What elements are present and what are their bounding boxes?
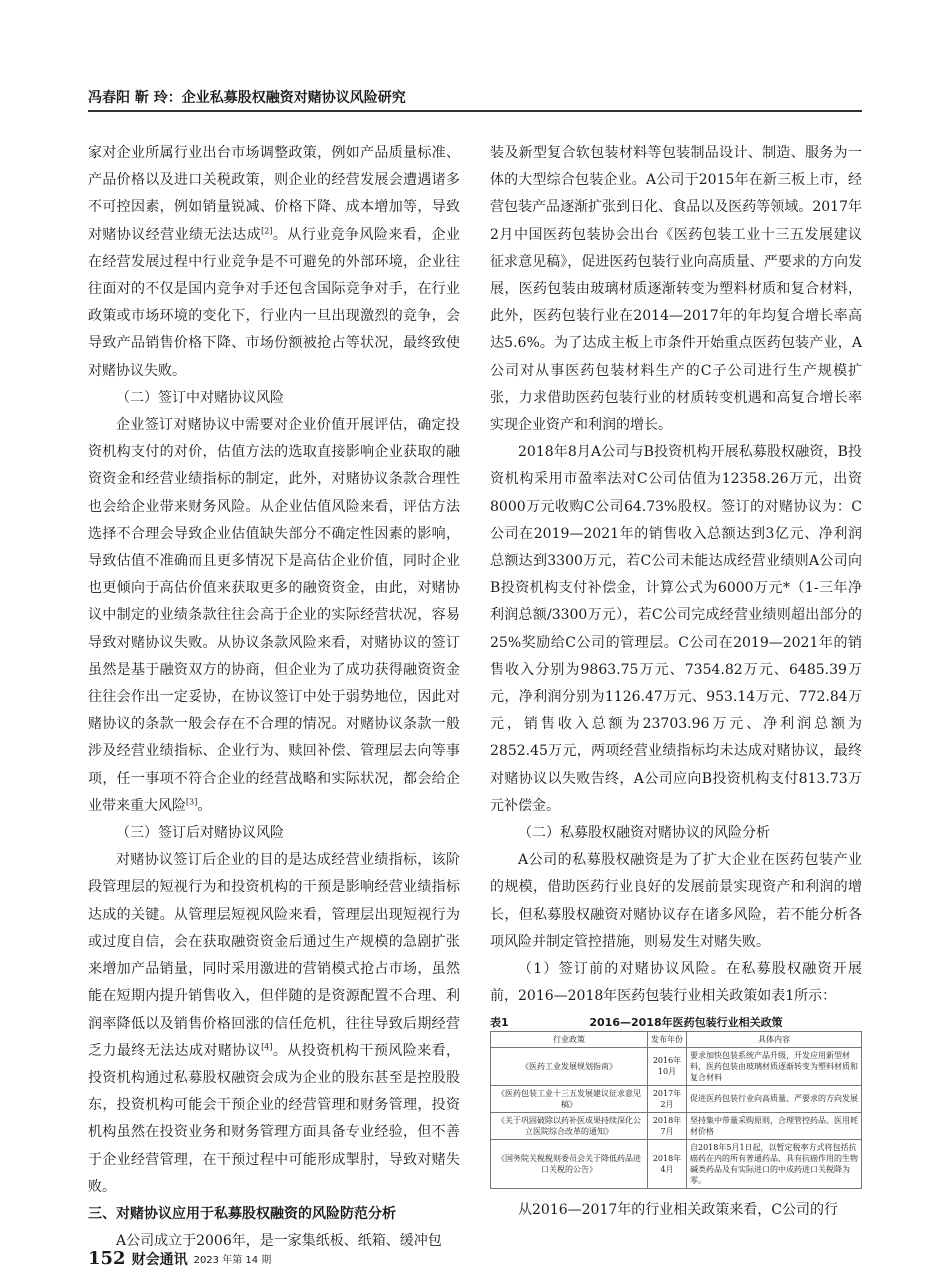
table-cell: 坚持集中带量采购原则，合理管控药品、医用耗材价格 (687, 1112, 862, 1139)
table-cell: 《国务院关税税则委员会关于降低药品进口关税的公告》 (491, 1139, 648, 1188)
table-caption (490, 1015, 862, 1031)
table-cell: 2018年7月 (648, 1112, 687, 1139)
page-number: 152 (88, 1248, 126, 1269)
table-cell: 《关于巩固破除以药补医成果持续深化公立医院综合改革的通知》 (491, 1112, 648, 1139)
column-header: 行业政策 (491, 1031, 648, 1047)
paragraph: A公司的私募股权融资是为了扩大企业在医药包装产业的规模，借助医药行业良好的发展前景实现资产和利润的增长，但私募股权融资对赌协议存在诸多风险，若不能分析各项风险并制定管控措施，则易发生对赌失败。 (490, 852, 862, 950)
citation-ref: [2] (261, 225, 273, 235)
left-column (88, 140, 460, 1255)
page-footer (88, 1245, 271, 1269)
table-cell: 《医药工业发展规划指南》 (491, 1047, 648, 1085)
paragraph: 对赌协议签订后企业的目的是达成经营业绩指标，该阶段管理层的短视行为和投资机构的干预是影响经营业绩指标达成的关键。从管理层短视风险来看，管理层出现短视行为或过度自信，会在获取融资资金后通过生产规模的急剧扩张来增加产品销量，同时采用激进的营销模式抢占市场，虽然能在短期内提升销售收入，但伴随的是资源配置不合理、利润率降低以及销售价格回涨的信任危机，往往导致后期经营乏力最终无法达成对赌协议[4]。从投资机构干预风险来看，投资机构通过私募股权融资会成为企业的股东甚至是控股股东，投资机构可能会干预企业的经营管理和财务管理，投资机构虽然在投资业务和财务管理方面具备专业经验，但不善于企业经营管理，在干预过程中可能形成掣肘，导致对赌失败。 (88, 852, 461, 1195)
table-cell: 促进医药包装行业向高质量、严要求的方向发展 (687, 1085, 862, 1112)
paragraph: A公司成立于2006年，是一家集纸板、纸箱、缓冲包 (116, 1233, 442, 1250)
table-cell: 《医药包装工业十三五发展建议征求意见稿》 (491, 1085, 648, 1112)
citation-ref: [3] (186, 797, 198, 807)
table-cell: 2018年4月 (648, 1139, 687, 1188)
subsection-heading: （三）签订后对赌协议风险 (116, 825, 284, 842)
paragraph: 装及新型复合软包装材料等包装制品设计、制造、服务为一体的大型综合包装企业。A公司于2015年在新三板上市，经营包装产品逐渐扩张到日化、食品以及医药等领域。2017年2月中国医药包装协会出台《医药包装工业十三五发展建议征求意见稿》，促进医药包装行业向高质量、严要求的方向发展，医药包装由玻璃材质逐渐转变为塑料材质和复合材料，此外，医药包装行业在2014—2017年的年均复合增长率高达5.6%。为了达成主板上市条件开始重点医药包装产业，A公司对从事医药包装材料生产的C子公司进行生产规模扩张，力求借助医药包装行业的材质转变机遇和高复合增长率实现企业资产和利润的增长。 (490, 145, 862, 434)
table-row (491, 1047, 862, 1085)
table-title: 2016—2018年医药包装行业相关政策 (589, 1015, 783, 1029)
table-row (491, 1139, 862, 1188)
running-header: 冯春阳 靳 玲：企业私募股权融资对赌协议风险研究 (88, 86, 862, 112)
column-header: 具体内容 (687, 1031, 862, 1047)
table-cell: 2016年10月 (648, 1047, 687, 1085)
table-cell: 2017年2月 (648, 1085, 687, 1112)
paragraph: 从2016—2017年的行业相关政策来看，C公司的行 (518, 1201, 838, 1218)
table (490, 1031, 862, 1189)
subsection-heading: （二）签订中对赌协议风险 (116, 389, 284, 406)
citation-ref: [4] (261, 1042, 273, 1052)
paragraph: 企业签订对赌协议中需要对企业价值开展评估，确定投资机构支付的对价，估值方法的选取直接影响企业获取的融资资金和经营业绩指标的制定，此外，对赌协议条款合理性也会给企业带来财务风险。从企业估值风险来看，评估方法选择不合理会导致企业估值缺失部分不确定性因素的影响，导致估值不准确而且更多情况下是高估企业价值，同时企业也更倾向于高估价值来获取更多的融资资金，由此，对赌协议中制定的业绩条款往往会高于企业的实际经营状况，容易导致对赌协议失败。从协议条款风险来看，对赌协议的签订虽然是基于融资双方的协商，但企业为了成功获得融资资金往往会作出一定妥协，在协议签订中处于弱势地位，因此对赌协议的条款一般会存在不合理的情况。对赌协议条款一般涉及经营业绩指标、企业行为、赎回补偿、管理层去向等事项，任一事项不符合企业的经营战略和实际状况，都会给企业带来重大风险[3]。 (88, 417, 460, 814)
table-cell: 要求加快包装系统产品升级，开发应用新型材料，医药包装由玻璃材质逐渐转变为塑料材质和复合材料 (687, 1047, 862, 1085)
table-cell: 自2018年5月1日起，以暂定税率方式将包括抗癌药在内的所有普通药品、具有抗癌作用的生物碱类药品及有实际进口的中成药进口关税降为零。 (687, 1139, 862, 1188)
table-row (491, 1085, 862, 1112)
subsection-heading: （二）私募股权融资对赌协议的风险分析 (518, 825, 770, 842)
journal-name: 财会通讯 (131, 1252, 188, 1268)
column-header: 发布年份 (648, 1031, 687, 1047)
table-header-row (491, 1031, 862, 1047)
table-row (491, 1112, 862, 1139)
paragraph: （1）签订前的对赌协议风险。在私募股权融资开展前，2016—2018年医药包装行业相关政策如表1所示： (490, 961, 862, 1005)
issue-info: 2023 年第 14 期 (193, 1255, 272, 1266)
right-column (490, 140, 862, 1224)
table-label: 表1 (490, 1015, 509, 1029)
section-heading: 三、对赌协议应用于私募股权融资的风险防范分析 (88, 1205, 396, 1222)
paragraph: 家对企业所属行业出台市场调整政策，例如产品质量标准、产品价格以及进口关税政策，则企业的经营发展会遭遇诸多不可控因素，例如销量锐减、价格下降、成本增加等，导致对赌协议经营业绩无法达成[2]。从行业竞争风险来看，企业在经营发展过程中行业竞争是不可避免的外部环境，企业往往面对的不仅是国内竞争对手还包含国际竞争对手，在行业政策或市场环境的变化下，行业内一旦出现激烈的竞争，会导致产品销售价格下降、市场份额被抢占等状况，最终致使对赌协议失败。 (88, 145, 461, 379)
paragraph: 2018年8月A公司与B投资机构开展私募股权融资，B投资机构采用市盈率法对C公司估值为12358.26万元，出资8000万元收购C公司64.73%股权。签订的对赌协议为：C公司在2019—2021年的销售收入总额达到3亿元、净利润总额达到3300万元，若C公司未能达成经营业绩则A公司向B投资机构支付补偿金，计算公式为6000万元*（1-三年净利润总额/3300万元），若C公司完成经营业绩则超出部分的25%奖励给C公司的管理层。C公司在2019—2021年的销售收入分别为9863.75万元、7354.82万元、6485.39万元，净利润分别为1126.47万元、953.14万元、772.84万元，销售收入总额为23703.96万元、净利润总额为2852.45万元，两项经营业绩指标均未达成对赌协议，最终对赌协议以失败告终，A公司应向B投资机构支付813.73万元补偿金。 (490, 444, 862, 814)
policy-table (490, 1015, 862, 1189)
